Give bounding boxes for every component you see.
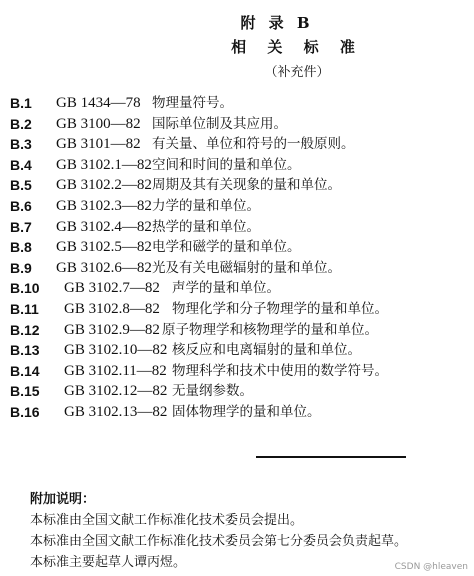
additional-notes xyxy=(30,489,407,573)
standard-number: GB 3102.4—82 xyxy=(56,218,152,235)
appendix-title: 附 录 B xyxy=(240,14,314,32)
standard-title: 原子物理学和核物理学的量和单位。 xyxy=(162,321,378,338)
standard-row xyxy=(10,381,470,402)
standard-code: B.7 xyxy=(10,218,32,235)
standard-number: GB 3101—82 xyxy=(56,136,141,153)
standard-number: GB 3102.11—82 xyxy=(64,362,167,379)
standard-code: B.2 xyxy=(10,115,32,132)
standard-row xyxy=(10,340,470,361)
standard-title: 光及有关电磁辐射的量和单位。 xyxy=(152,259,341,276)
notes-line: 本标准主要起草人谭丙煜。 xyxy=(30,555,187,570)
standard-number: GB 3102.8—82 xyxy=(64,300,160,317)
standard-row xyxy=(10,134,470,155)
standard-number: GB 3102.9—82 xyxy=(64,321,160,338)
notes-line: 本标准由全国文献工作标准化技术委员会提出。 xyxy=(30,513,304,528)
notes-line: 本标准由全国文献工作标准化技术委员会第七分委员会负责起草。 xyxy=(30,534,408,549)
appendix-supplement-label: （补充件） xyxy=(264,65,330,80)
standard-code: B.1 xyxy=(10,95,32,111)
standard-number: GB 3102.13—82 xyxy=(64,403,168,420)
standard-title: 有关量、单位和符号的一般原则。 xyxy=(152,136,355,153)
standard-number: GB 3100—82 xyxy=(56,115,141,132)
standard-code: B.13 xyxy=(10,342,40,359)
standard-code: B.15 xyxy=(10,383,40,400)
standard-number: GB 3102.6—82 xyxy=(56,259,152,276)
standard-number: GB 3102.10—82 xyxy=(64,342,168,359)
standard-row xyxy=(10,402,470,423)
standard-title: 力学的量和单位。 xyxy=(152,197,260,214)
standard-row xyxy=(10,299,470,320)
standard-code: B.9 xyxy=(10,259,32,276)
standard-title: 核反应和电离辐射的量和单位。 xyxy=(172,342,361,359)
standard-title: 国际单位制及其应用。 xyxy=(152,115,287,132)
standard-row xyxy=(10,196,470,217)
standard-title: 无量纲参数。 xyxy=(172,383,253,400)
standard-code: B.10 xyxy=(10,280,40,297)
standard-code: B.16 xyxy=(10,403,40,420)
standard-row xyxy=(10,258,470,279)
standard-title: 电学和磁学的量和单位。 xyxy=(152,239,301,256)
standard-number: GB 3102.3—82 xyxy=(56,197,152,214)
standard-row xyxy=(10,278,470,299)
standard-title: 周期及其有关现象的量和单位。 xyxy=(152,177,341,194)
standards-list xyxy=(10,93,470,423)
standard-title: 空间和时间的量和单位。 xyxy=(152,156,301,173)
standard-number: GB 1434—78 xyxy=(56,95,141,111)
standard-title: 物理量符号。 xyxy=(152,95,233,111)
standard-row xyxy=(10,361,470,382)
standard-number: GB 3102.2—82 xyxy=(56,177,152,194)
standard-code: B.5 xyxy=(10,177,32,194)
watermark: CSDN @hleaven xyxy=(394,562,468,572)
standard-code: B.11 xyxy=(10,300,39,317)
standard-row xyxy=(10,114,470,135)
standard-code: B.12 xyxy=(10,321,40,338)
standard-title: 物理化学和分子物理学的量和单位。 xyxy=(172,300,388,317)
standard-number: GB 3102.12—82 xyxy=(64,383,168,400)
standard-row xyxy=(10,175,470,196)
section-divider xyxy=(256,456,406,458)
standard-number: GB 3102.7—82 xyxy=(64,280,160,297)
standard-row xyxy=(10,93,470,114)
standard-code: B.3 xyxy=(10,136,32,153)
standard-title: 物理科学和技术中使用的数学符号。 xyxy=(172,362,388,379)
standard-row xyxy=(10,320,470,341)
standard-row xyxy=(10,155,470,176)
standard-number: GB 3102.5—82 xyxy=(56,239,152,256)
standard-code: B.14 xyxy=(10,362,40,379)
notes-heading: 附加说明： xyxy=(30,492,96,507)
standard-row xyxy=(10,237,470,258)
standard-code: B.4 xyxy=(10,156,32,173)
standard-title: 声学的量和单位。 xyxy=(172,280,280,297)
standard-title: 热学的量和单位。 xyxy=(152,218,260,235)
standard-number: GB 3102.1—82 xyxy=(56,156,152,173)
standard-title: 固体物理学的量和单位。 xyxy=(172,403,321,420)
appendix-subtitle: 相 关 标 准 xyxy=(231,38,363,56)
standard-code: B.8 xyxy=(10,239,32,256)
standard-code: B.6 xyxy=(10,197,32,214)
standard-row xyxy=(10,217,470,238)
